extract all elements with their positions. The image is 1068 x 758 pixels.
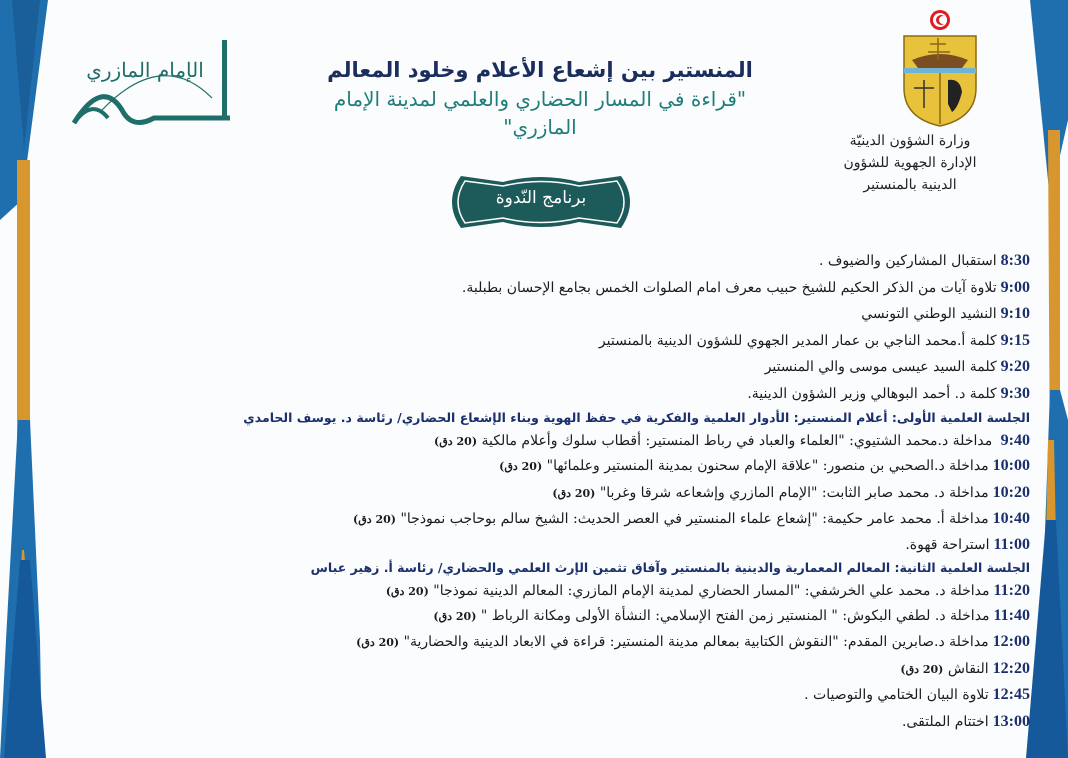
- time: 10:20: [992, 483, 1030, 501]
- time: 11:00: [993, 535, 1030, 553]
- duration: (20 دق): [385, 584, 429, 598]
- ministry-line-1: وزارة الشؤون الدينيّة: [849, 133, 971, 149]
- time: 9:15: [1000, 331, 1030, 349]
- time: 8:30: [1000, 252, 1030, 269]
- activity: مداخلة د.محمد الشتيوي: "العلماء والعباد في رباط المنستير: أقطاب سلوك وأعلام مالكية: [481, 433, 993, 449]
- duration: (20 دق): [434, 435, 478, 448]
- activity: مداخلة د.الصحبي بن منصور: "علاقة الإمام سحنون بمدينة المنستير وعلمائها": [546, 458, 989, 474]
- schedule-row: [200, 709, 1030, 736]
- activity: النشيد الوطني التونسي: [861, 306, 997, 322]
- schedule-row: [200, 656, 1030, 683]
- time: 9:30: [1000, 384, 1030, 402]
- duration: (20 دق): [900, 662, 944, 676]
- schedule-row: [200, 629, 1030, 656]
- duration: (20 دق): [552, 486, 596, 500]
- time: 11:20: [993, 581, 1030, 599]
- schedule-row: [200, 506, 1030, 533]
- logo-text: الإمام المازري: [86, 58, 204, 82]
- schedule-row: [200, 381, 1030, 408]
- duration: (20 دق): [499, 460, 543, 473]
- schedule-row: [200, 328, 1030, 355]
- schedule-row: [200, 579, 1030, 603]
- ministry-name: [820, 130, 1000, 196]
- schedule-row: [200, 682, 1030, 709]
- schedule-row: [200, 248, 1030, 275]
- activity: استراحة قهوة.: [905, 536, 990, 553]
- activity: مداخلة أ. محمد عامر حكيمة: "إشعاع علماء المنستير في العصر الحديث: الشيخ سالم بوحاجب نموذجا": [400, 511, 989, 527]
- duration: (20 دق): [353, 513, 396, 526]
- time: 9:40: [1000, 432, 1030, 449]
- activity: مداخلة د. محمد صابر الثابت: "الإمام المازري وإشعاعه شرقا وغربا": [599, 484, 989, 501]
- time: 9:20: [1000, 358, 1030, 375]
- ministry-line-2: الإدارة الجهوية للشؤون: [843, 155, 977, 171]
- time: 10:00: [992, 457, 1030, 474]
- duration: (20 دق): [356, 636, 400, 649]
- program-schedule: [200, 248, 1030, 735]
- page-title: المنستير بين إشعاع الأعلام وخلود المعالم: [327, 58, 753, 82]
- activity: تلاوة آيات من الذكر الحكيم للشيخ حبيب معرف امام الصلوات الخمس بجامع الإحسان بطبلبة.: [461, 279, 997, 296]
- schedule-row: [200, 480, 1030, 507]
- schedule-row: [200, 533, 1030, 557]
- activity: استقبال المشاركين والضيوف .: [818, 253, 997, 269]
- session-2-title: الجلسة العلمية الثانية: المعالم المعمارية والدينية بالمنستير وآفاق تثمين الإرث العلمي والحضاري/ رئاسة أ. زهير عباس: [310, 559, 1030, 575]
- ministry-line-3: الدينية بالمنستير: [863, 177, 957, 193]
- activity: كلمة د. أحمد البوهالي وزير الشؤون الدينية.: [747, 385, 997, 402]
- activity: مداخلة د. محمد علي الخرشفي: "المسار الحضاري لمدينة الإمام المازري: المعالم الدينية نموذجا": [433, 582, 990, 599]
- schedule-row: [200, 354, 1030, 381]
- session-1-title: الجلسة العلمية الأولى: أعلام المنستير: الأدوار العلمية والفكرية في حفظ الهوية وبناء الإشعاع الحضاري/ رئاسة د. يوسف الحامدي: [243, 410, 1030, 425]
- activity: مداخلة د. لطفي البكوش: " المنستير زمن الفتح الإسلامي: النشأة الأولى ومكانة الرباط ": [480, 607, 990, 624]
- conference-logo: [62, 38, 237, 133]
- activity: مداخلة د.صابرين المقدم: "النقوش الكتابية بمعالم مدينة المنستير: قراءة في الابعاد الدينية والحضارية": [403, 634, 989, 650]
- activity: كلمة أ.محمد الناجي بن عمار المدير الجهوي للشؤون الدينية بالمنستير: [598, 332, 997, 349]
- time: 9:00: [1000, 278, 1030, 296]
- time: 10:40: [992, 510, 1030, 527]
- schedule-row: [200, 275, 1030, 302]
- page-subtitle: "قراءة في المسار الحضاري والعلمي لمدينة الإمام المازري": [333, 87, 747, 139]
- time: 12:45: [992, 686, 1030, 703]
- schedule-row: [200, 453, 1030, 480]
- activity: النقاش: [943, 660, 989, 677]
- activity: اختتام الملتقى.: [901, 713, 989, 730]
- time: 11:40: [993, 606, 1030, 624]
- program-badge-label: برنامج النّدوة: [495, 188, 587, 208]
- duration: (20 دق): [433, 609, 477, 623]
- activity: تلاوة البيان الختامي والتوصيات .: [804, 687, 989, 703]
- time: 13:00: [992, 712, 1030, 730]
- schedule-row: [200, 603, 1030, 630]
- time: 12:20: [992, 659, 1030, 677]
- schedule-row: [200, 429, 1030, 453]
- time: 12:00: [992, 633, 1030, 650]
- schedule-row: [200, 301, 1030, 328]
- time: 9:10: [1000, 305, 1030, 322]
- tunisia-coat-of-arms-icon: [900, 8, 980, 128]
- activity: كلمة السيد عيسى موسى والي المنستير: [764, 359, 997, 375]
- header: [300, 55, 780, 141]
